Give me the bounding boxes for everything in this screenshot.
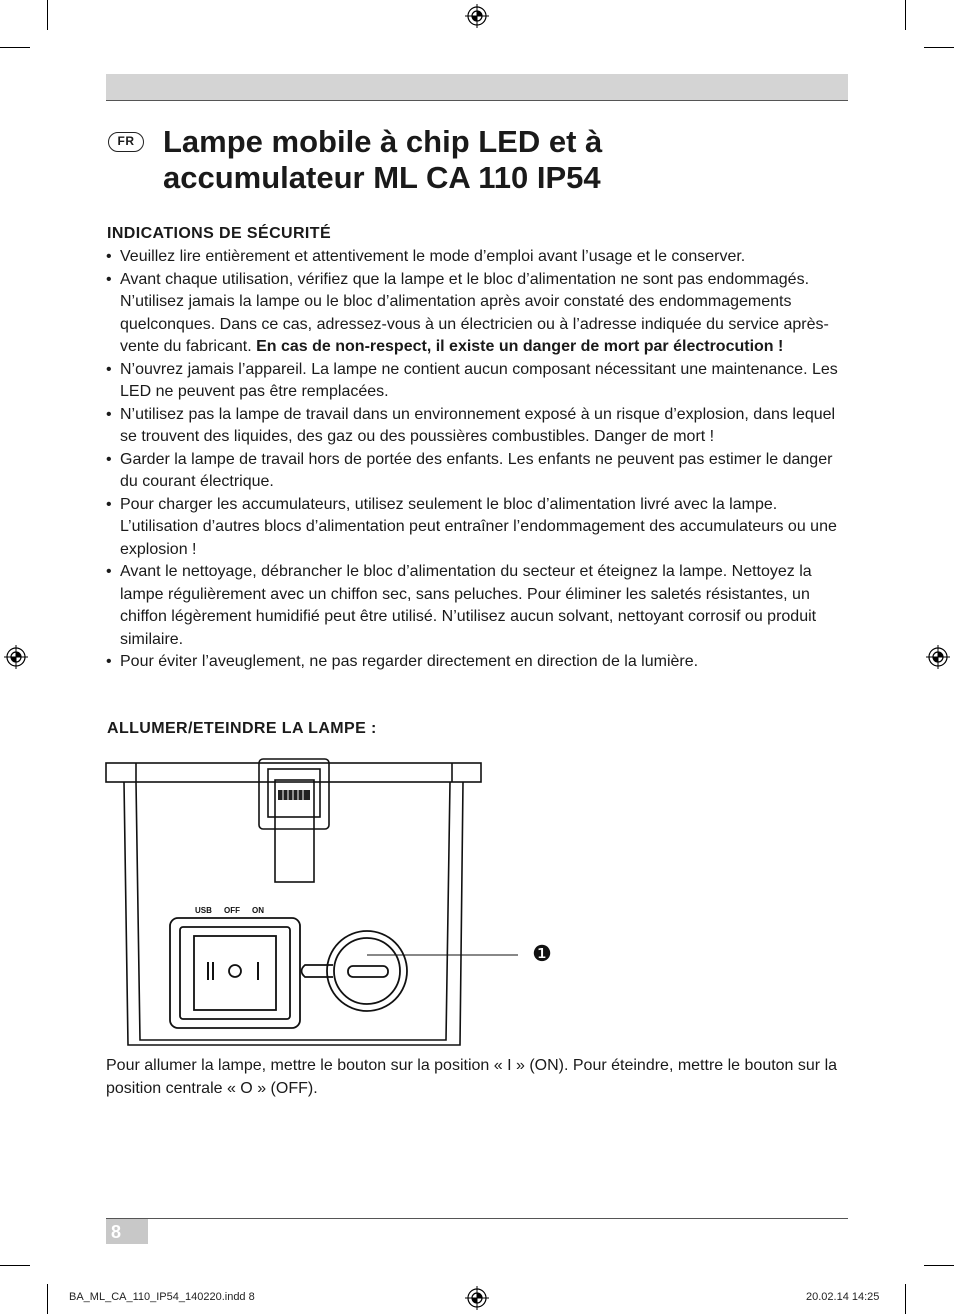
switch-instructions: Pour allumer la lampe, mettre le bouton sur la position « I » (ON). Pour éteindre, mettre le bouton sur la position centrale « O » (OFF). (106, 1057, 838, 1097)
slug-filename: BA_ML_CA_110_IP54_140220.indd 8 (69, 1291, 255, 1303)
list-item (106, 359, 848, 404)
title-line-2: accumulateur ML CA 110 IP54 (163, 160, 601, 195)
rocker-switch (170, 918, 300, 1028)
position-o-mark (229, 965, 241, 977)
slug-date: 20.02.14 14:25 (806, 1291, 880, 1303)
registration-mark-icon (926, 645, 950, 669)
list-item (106, 246, 848, 269)
on-label: ON (252, 906, 264, 915)
callout-number: ❶ (532, 942, 552, 967)
off-label: OFF (224, 906, 240, 915)
safety-list (106, 246, 848, 674)
list-item-text: Pour éviter l’aveuglement, ne pas regarder directement en direction de la lumière. (120, 653, 699, 670)
crop-mark (47, 0, 48, 30)
safety-heading: INDICATIONS DE SÉCURITÉ (107, 225, 332, 242)
list-item-text: Garder la lampe de travail hors de portée des enfants. Les enfants ne peuvent pas estimer le danger du courant électrique. (120, 450, 833, 490)
list-item-text: Pour charger les accumulateurs, utilisez seulement le bloc d’alimentation livré avec la lampe. L’utilisation d’autres blocs d’alimentation peut entraîner l’endommagement des accumulateurs ou une explosion ! (120, 495, 837, 558)
page-title (163, 124, 843, 196)
crop-mark (0, 1265, 30, 1266)
danger-warning: En cas de non-respect, il existe un danger de mort par électrocution ! (256, 338, 784, 355)
switch-heading: ALLUMER/ETEINDRE LA LAMPE : (107, 720, 377, 737)
list-item-text: N’ouvrez jamais l’appareil. La lampe ne contient aucun composant nécessitant une maintenance. Les LED ne peuvent pas être remplacées. (120, 360, 838, 400)
list-item (106, 494, 848, 562)
title-line-1: Lampe mobile à chip LED et à (163, 124, 603, 159)
list-item-text: N’utilisez pas la lampe de travail dans un environnement exposé à un risque d’explosion, dans lequel se trouvent des liquides, des gaz ou des poussières combustibles. Danger de mort ! (120, 405, 836, 445)
list-item (106, 449, 848, 494)
list-item (106, 404, 848, 449)
list-item (106, 269, 848, 359)
list-item (106, 651, 848, 674)
page-number: 8 (106, 1219, 148, 1244)
crop-mark (0, 47, 30, 48)
switch-diagram (100, 755, 560, 1050)
language-badge: FR (108, 132, 144, 152)
header-bar (106, 74, 848, 101)
registration-mark-icon (465, 4, 489, 28)
list-item (106, 561, 848, 651)
list-item-text: Veuillez lire entièrement et attentivement le mode d’emploi avant l’usage et le conserver. (120, 248, 746, 265)
crop-mark (924, 1265, 954, 1266)
registration-mark-icon (4, 645, 28, 669)
crop-mark (924, 47, 954, 48)
list-item-text: Avant chaque utilisation, vérifiez que la lampe et le bloc d’alimentation ne sont pas endommagés. N’utilisez jamais la lampe ou le bloc d’alimentation après avoir constaté des endommagements quelconques. Dans ce cas, adressez-vous à un électricien ou à l’adresse indiquée du service après-vente du fabricant. (120, 270, 829, 355)
lamp-body (124, 782, 463, 1045)
usb-label: USB (195, 906, 212, 915)
crop-mark (905, 0, 906, 30)
registration-mark-icon (465, 1286, 489, 1310)
footer-rule (106, 1218, 848, 1219)
crop-mark (47, 1284, 48, 1314)
list-item-text: Avant le nettoyage, débrancher le bloc d’alimentation du secteur et éteignez la lampe. Nettoyez la lampe régulièrement avec un chiffon sec, sans peluches. Pour éliminer les saletés résistantes, un chiffon légèrement humidifié peut être utilisé. N’utilisez aucun solvant, nettoyant corrosif ou produit similaire. (120, 563, 817, 648)
crop-mark (905, 1284, 906, 1314)
charging-socket (302, 931, 408, 1011)
lamp-top-rim (106, 763, 481, 782)
